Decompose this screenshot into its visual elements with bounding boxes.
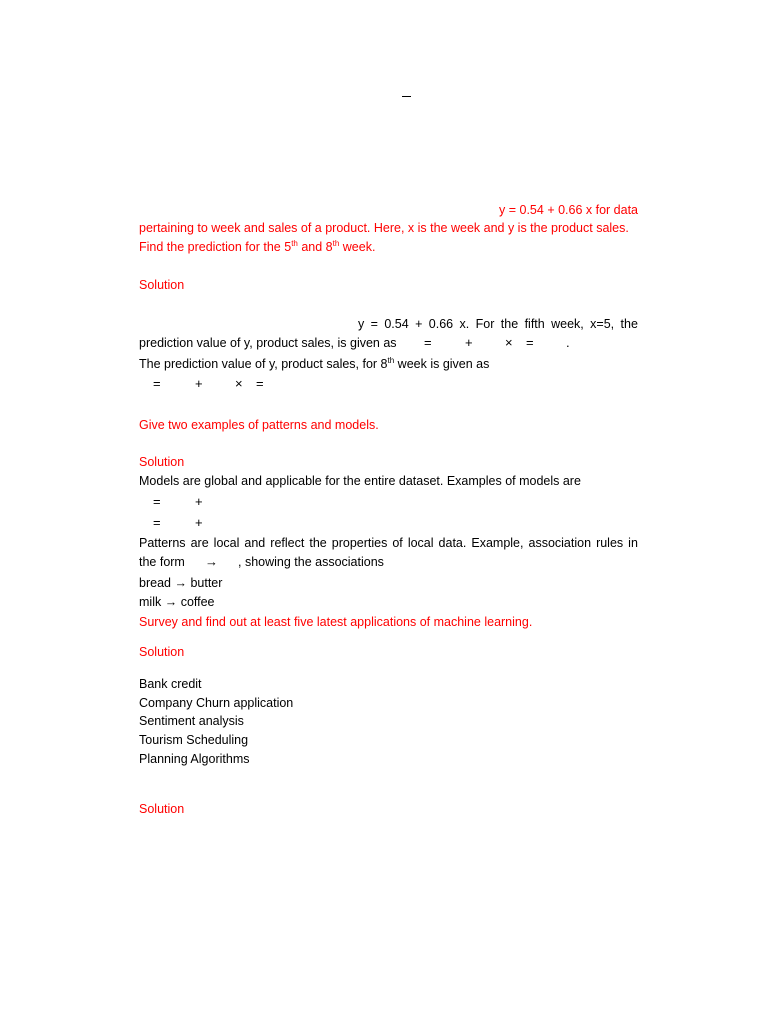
- arrow-icon: →: [205, 554, 218, 569]
- question-1-line-2: pertaining to week and sales of a product. Here, x is the week and y is the product sales.: [139, 221, 629, 235]
- patterns-line-1: Patterns are local and reflect the properties of local data. Example, association rules in: [139, 536, 638, 550]
- times-symbol: ×: [235, 376, 243, 391]
- equals-symbol: =: [256, 376, 264, 391]
- arrow-icon: →: [174, 576, 187, 590]
- list-item: Sentiment analysis: [139, 714, 244, 728]
- equals-symbol: =: [526, 335, 534, 350]
- header-dash: [402, 96, 411, 97]
- rule-milk-coffee: milk → coffee: [139, 595, 215, 609]
- equals-symbol: =: [153, 376, 161, 391]
- equals-symbol: =: [424, 335, 432, 350]
- question-1-line-3: Find the prediction for the 5th and 8th week.: [139, 239, 376, 254]
- patterns-line-2-a: the form: [139, 555, 185, 569]
- list-item: Bank credit: [139, 677, 202, 691]
- solution-2-heading: Solution: [139, 455, 185, 469]
- equals-symbol: =: [153, 494, 161, 509]
- plus-symbol: +: [195, 494, 203, 509]
- patterns-line-2-b: , showing the associations: [238, 555, 384, 569]
- question-1-line-1: y = 0.54 + 0.66 x for data: [499, 203, 638, 217]
- solution-1-line-3: The prediction value of y, product sales, for 8th week is given as: [139, 356, 490, 371]
- equals-symbol: =: [153, 515, 161, 530]
- solution-1-line-1: y = 0.54 + 0.66 x. For the fifth week, x=5, the: [358, 317, 638, 331]
- solution-3-heading: Solution: [139, 645, 185, 659]
- solution-4-heading: Solution: [139, 802, 185, 816]
- plus-symbol: +: [195, 515, 203, 530]
- question-3: Survey and find out at least five latest applications of machine learning.: [139, 615, 533, 629]
- plus-symbol: +: [195, 376, 203, 391]
- list-item: Planning Algorithms: [139, 752, 250, 766]
- list-item: Company Churn application: [139, 696, 294, 710]
- times-symbol: ×: [505, 335, 513, 350]
- plus-symbol: +: [465, 335, 473, 350]
- solution-1-line-2: prediction value of y, product sales, is given as: [139, 336, 397, 350]
- models-line: Models are global and applicable for the entire dataset. Examples of models are: [139, 474, 581, 488]
- rule-bread-butter: bread → butter: [139, 576, 223, 590]
- solution-1-heading: Solution: [139, 278, 185, 292]
- period-symbol: .: [566, 335, 570, 350]
- list-item: Tourism Scheduling: [139, 733, 249, 747]
- arrow-icon: →: [164, 595, 178, 609]
- question-2: Give two examples of patterns and models.: [139, 418, 379, 432]
